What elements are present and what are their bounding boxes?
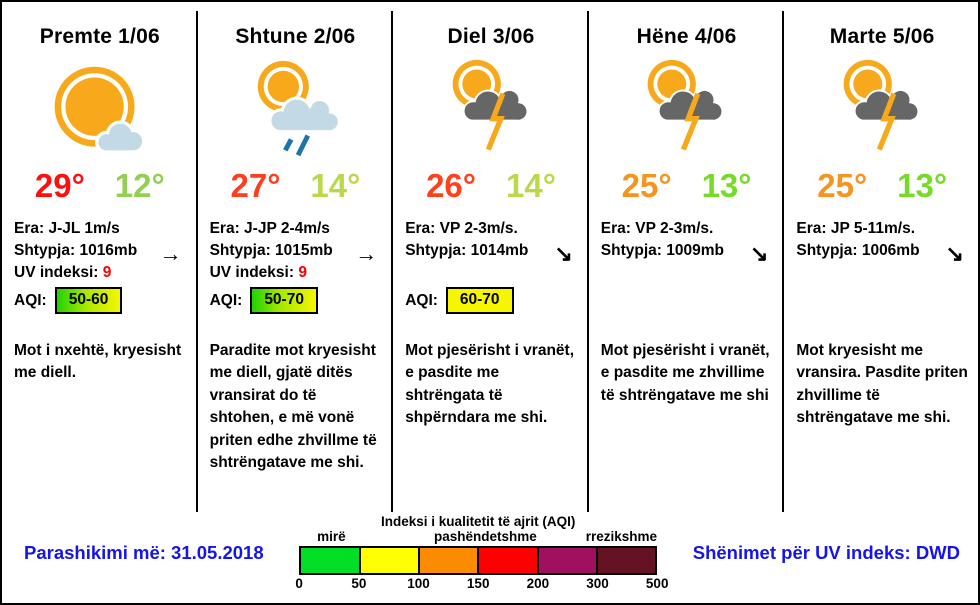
temp-high: 25°: [817, 167, 868, 204]
uv-value: 9: [102, 264, 112, 281]
day-description: Mot pjesërisht i vranët, e pasdite me shtrëngata të shpërndara me shi.: [405, 342, 575, 427]
pressure-trend-arrow: →: [355, 241, 378, 266]
aqi-scale-segment: [598, 548, 655, 573]
pressure-text: Shtypja: 1006mb: [796, 242, 920, 259]
pressure-text: Shtypja: 1016mb: [14, 242, 138, 259]
tick-label: 200: [526, 576, 550, 591]
day-title: Hëne 4/06: [636, 25, 737, 48]
day-title: Marte 5/06: [829, 25, 935, 48]
day-description: Mot i nxehtë, kryesisht me diell.: [14, 342, 182, 382]
aqi-badge: 50-70: [250, 287, 318, 314]
temp-low: 12°: [114, 167, 165, 204]
pressure-trend-arrow: ↘: [945, 241, 964, 266]
aqi-label: AQI:: [209, 291, 243, 309]
tick-label: 300: [586, 576, 609, 591]
uv-label: UV indeksi:: [14, 264, 99, 281]
pressure-text: Shtypja: 1009mb: [600, 242, 724, 259]
temperatures: [796, 169, 968, 202]
wind-text: Era: VP 2-3m/s.: [405, 220, 518, 237]
uv-row-empty: [405, 262, 577, 284]
sun-cloud-rain-icon: [210, 55, 382, 167]
aqi-row: [405, 287, 577, 314]
aqi-scale-ticks: [295, 575, 669, 592]
aqi-legend-title: Indeksi i kualitetit të ajrit (AQI): [381, 514, 576, 529]
uv-source-text: Shënimet për UV indeks: DWD: [692, 542, 960, 563]
day-details: [210, 218, 382, 332]
day-description: Paradite mot kryesisht me diell, gjatë ditës vransirat do të shtohen, e më vonë priten edhe zhvillme të shtrëngatave me shi.: [209, 342, 377, 472]
uv-label: UV indeksi:: [209, 264, 295, 281]
legend-label-unhealthy: pashëndetshme: [433, 529, 537, 544]
pressure-trend-arrow: ↘: [749, 241, 769, 266]
aqi-scale-segment: [301, 548, 360, 573]
temp-low: 13°: [701, 167, 752, 204]
pressure-trend-arrow: →: [159, 241, 182, 266]
wind-text: Era: JP 5-11m/s.: [796, 220, 916, 237]
forecast-columns: [2, 11, 978, 512]
forecast-date-text: Parashikimi më: 31.05.2018: [24, 542, 264, 563]
wind-text: Era: J-JL 1m/s: [14, 220, 120, 237]
sun-storm-cloud-lightning-icon: [405, 55, 577, 167]
wind-text: Era: J-JP 2-4m/s: [209, 220, 330, 237]
temp-high: 29°: [34, 167, 85, 204]
day-description: Mot kryesisht me vransira. Pasdite priten zhvillime të shtrëngatave me shi.: [796, 342, 968, 427]
aqi-legend: [295, 514, 669, 592]
wind-text: Era: VP 2-3m/s.: [600, 220, 714, 237]
temperatures: [601, 169, 773, 202]
uv-value: 9: [298, 264, 307, 281]
aqi-row: [14, 287, 186, 314]
aqi-row: [210, 287, 382, 314]
day-details: [601, 218, 773, 332]
day-column-3: [393, 11, 589, 512]
sun-storm-cloud-lightning-icon: [601, 55, 773, 167]
sun-storm-cloud-lightning-icon: [638, 57, 734, 165]
temp-low: 14°: [310, 167, 361, 204]
tick-label: 50: [351, 576, 367, 591]
day-details: [14, 218, 186, 332]
aqi-color-scale: [299, 546, 657, 575]
temp-high: 26°: [426, 167, 476, 204]
day-column-4: [589, 11, 785, 512]
sun-cloud-rain-icon: [246, 57, 344, 165]
aqi-badge: 50-60: [55, 287, 123, 314]
sun-with-small-cloud-icon: [46, 57, 154, 165]
tick-label: 150: [466, 576, 490, 591]
pressure-trend-arrow: ↘: [554, 241, 573, 266]
legend-label-good: mirë: [317, 529, 346, 544]
tick-label: 100: [407, 576, 430, 591]
temperatures: [210, 169, 382, 202]
day-details: [405, 218, 577, 332]
day-column-5: [784, 11, 978, 512]
aqi-scale-segment: [479, 548, 538, 573]
day-description: Mot pjesërisht i vranët, e pasdite me zhvillime të shtrëngatave me shi: [600, 342, 770, 404]
pressure-text: Shtypja: 1014mb: [405, 242, 529, 259]
day-column-1: [2, 11, 198, 512]
aqi-label: AQI:: [14, 291, 47, 309]
aqi-scale-segment: [420, 548, 479, 573]
aqi-scale-segment: [361, 548, 420, 573]
aqi-legend-labels: [299, 529, 657, 546]
tick-label: 0: [295, 576, 303, 591]
temperatures: [14, 169, 186, 202]
footer: [2, 512, 978, 602]
day-title: Premte 1/06: [39, 25, 160, 48]
day-title: Diel 3/06: [447, 25, 535, 48]
temperatures: [405, 169, 577, 202]
temp-low: 13°: [897, 167, 948, 204]
aqi-label: AQI:: [405, 291, 438, 309]
legend-label-hazardous: rrezikshme: [585, 529, 658, 544]
day-column-2: [198, 11, 394, 512]
aqi-badge: 60-70: [446, 287, 514, 314]
pressure-text: Shtypja: 1015mb: [209, 242, 333, 259]
sun-with-small-cloud-icon: [14, 55, 186, 167]
temp-high: 27°: [230, 167, 281, 204]
sun-storm-cloud-lightning-icon: [796, 55, 968, 167]
temp-high: 25°: [621, 167, 672, 204]
temp-low: 14°: [505, 167, 556, 204]
sun-storm-cloud-lightning-icon: [443, 57, 539, 165]
tick-label: 500: [645, 576, 669, 591]
day-details: [796, 218, 968, 332]
day-title: Shtune 2/06: [235, 25, 356, 48]
sun-storm-cloud-lightning-icon: [834, 57, 930, 165]
aqi-scale-segment: [539, 548, 598, 573]
